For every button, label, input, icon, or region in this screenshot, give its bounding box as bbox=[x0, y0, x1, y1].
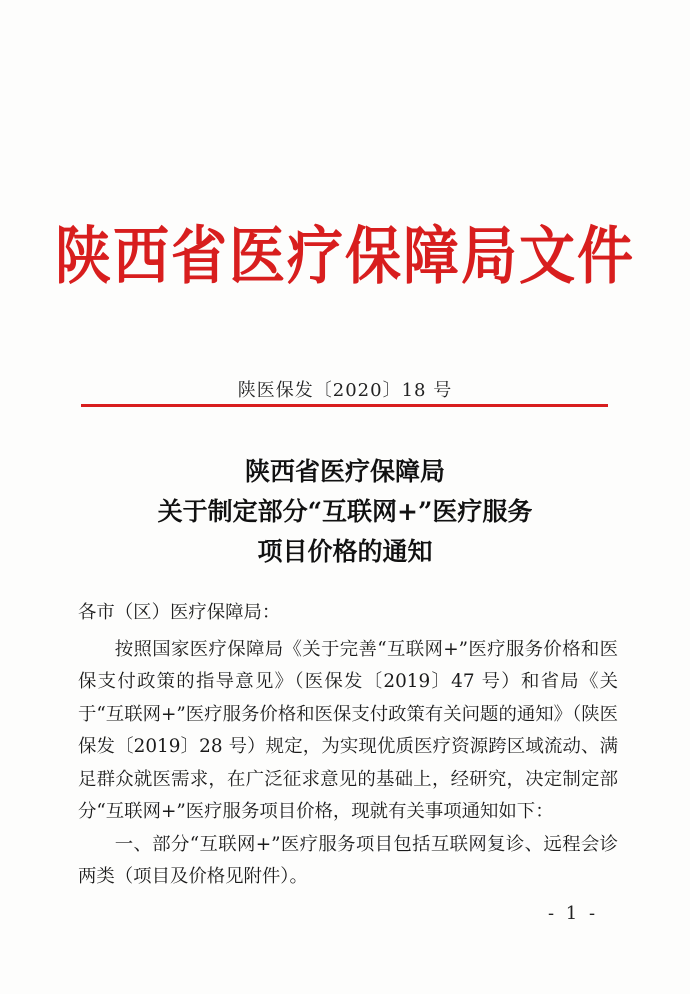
notice-title-line-3: 项目价格的通知 bbox=[257, 537, 433, 566]
salutation: 各市（区）医疗保障局： bbox=[78, 602, 281, 623]
body-paragraph-1: 按照国家医疗保障局《关于完善“互联网+”医疗服务价格和医保支付政策的指导意见》（医保发〔2019〕47 号）和省局《关于“互联网+”医疗服务价格和医保支付政策有关问题的通知》（陕医保发〔2019〕28 号）规定，为实现优质医疗资源跨区域流动、满足群众就医需求，在广泛征求意见的基础上，经研究，决定制定部分“互联网+”医疗服务项目价格，现就有关事项通知如下： bbox=[78, 638, 618, 822]
page-number: - 1 - bbox=[548, 903, 599, 924]
body-paragraph-2: 一、部分“互联网+”医疗服务项目包括互联网复诊、远程会诊两类（项目及价格见附件）。 bbox=[78, 833, 618, 887]
document-header-title: 陕西省医疗保障局文件 bbox=[55, 219, 635, 294]
notice-title bbox=[0, 452, 690, 572]
notice-title-line-1: 陕西省医疗保障局 bbox=[244, 457, 445, 486]
red-divider-line bbox=[81, 404, 608, 407]
document-number: 陕医保发〔2020〕18 号 bbox=[237, 380, 453, 401]
notice-title-line-2: 关于制定部分“互联网+”医疗服务 bbox=[157, 497, 533, 526]
document-body bbox=[78, 597, 618, 894]
